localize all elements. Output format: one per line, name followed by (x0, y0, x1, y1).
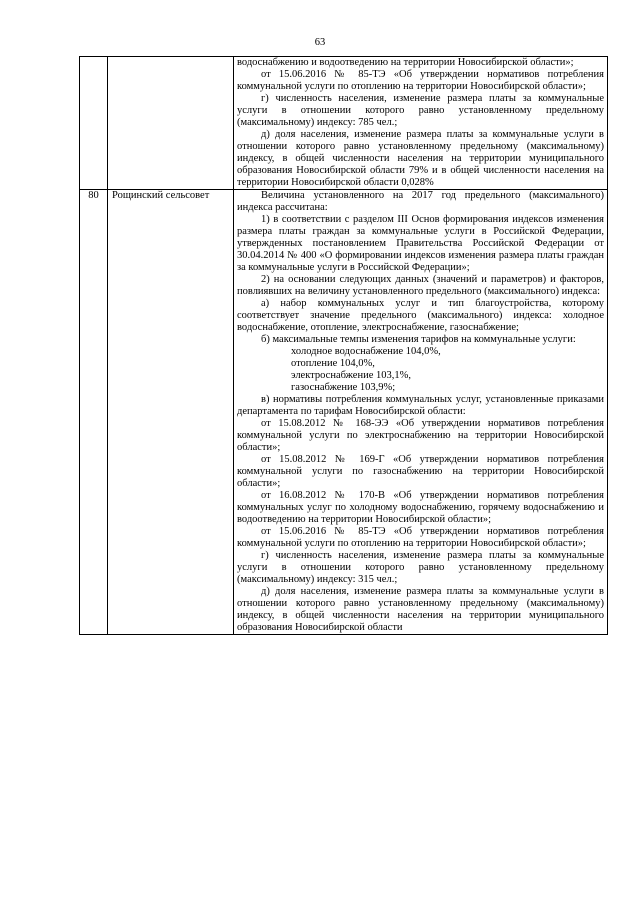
paragraph: Величина установленного на 2017 год предельного (максимального) индекса рассчитана: (237, 190, 604, 213)
paragraph: от 15.08.2012 № 168-ЭЭ «Об утверждении нормативов потребления коммунальной услуги по электроснабжению на территории Новосибирской области»; (237, 418, 604, 453)
row-number-cell (80, 57, 108, 190)
paragraph: а) набор коммунальных услуг и тип благоустройства, которому соответствует значение предельного (максимального) индекса: холодное водоснабжение, отопление, электроснабжение, газоснабжение; (237, 298, 604, 333)
paragraph: от 15.08.2012 № 169-Г «Об утверждении нормативов потребления коммунальной услуги по газоснабжению на территории Новосибирской области»; (237, 454, 604, 489)
paragraph: от 15.06.2016 № 85-ТЭ «Об утверждении нормативов потребления коммунальной услуги по отоплению на территории Новосибирской области»; (237, 526, 604, 549)
list-item: отопление 104,0%, (291, 358, 375, 369)
list-item: электроснабжение 103,1%, (291, 370, 411, 381)
paragraph: д) доля населения, изменение размера платы за коммунальные услуги в отношении которого равно установленному предельному (максимальному) индексу, в общей численности населения на территории муниципального образования Новосибирской области (237, 586, 604, 633)
paragraph: водоснабжению и водоотведению на территории Новосибирской области»; (237, 57, 574, 68)
list-item: холодное водоснабжение 104,0%, (291, 346, 441, 357)
tariff-list (237, 346, 604, 394)
paragraph: в) нормативы потребления коммунальных услуг, установленные приказами департамента по тарифам Новосибирской области: (237, 394, 604, 417)
row-number-cell: 80 (80, 190, 108, 635)
paragraph: г) численность населения, изменение размера платы за коммунальные услуги в отношении которого равно установленному предельному (максимальному) индексу: 785 чел.; (237, 93, 604, 128)
municipality-name-cell: Рощинский сельсовет (108, 190, 234, 635)
list-item: газоснабжение 103,9%; (291, 382, 396, 393)
content-cell (234, 190, 608, 635)
paragraph: г) численность населения, изменение размера платы за коммунальные услуги в отношении которого равно установленному предельному (максимальному) индексу: 315 чел.; (237, 550, 604, 585)
table-row (80, 57, 608, 190)
table-body (80, 57, 608, 635)
paragraph: от 16.08.2012 № 170-В «Об утверждении нормативов потребления коммунальных услуг по холодному водоснабжению, горячему водоснабжению и водоотведению на территории Новосибирской области»; (237, 490, 604, 525)
content-cell (234, 57, 608, 190)
document-table (79, 56, 608, 635)
page-number: 63 (314, 37, 326, 48)
municipality-name-cell (108, 57, 234, 190)
table-row (80, 190, 608, 635)
paragraph: 1) в соответствии с разделом III Основ формирования индексов изменения размера платы граждан за коммунальные услуги в Российской Федерации, утвержденных постановлением Правительства Российской Федерации от 30.04.2014 № 400 «О формировании индексов изменения размера платы граждан за коммунальные услуги в Российской Федерации»; (237, 214, 604, 273)
paragraph: д) доля населения, изменение размера платы за коммунальные услуги в отношении которого равно установленному предельному (максимальному) индексу, в общей численности населения на территории муниципального образования Новосибирской области 79% и в общей численности населения на территории Новосибирской области 0,028% (237, 129, 604, 188)
paragraph: б) максимальные темпы изменения тарифов на коммунальные услуги: (261, 334, 576, 345)
paragraph: от 15.06.2016 № 85-ТЭ «Об утверждении нормативов потребления коммунальной услуги по отоплению на территории Новосибирской области»; (237, 69, 604, 92)
paragraph: 2) на основании следующих данных (значений и параметров) и факторов, повлиявших на величину установленного предельного (максимального) индекса: (237, 274, 604, 297)
